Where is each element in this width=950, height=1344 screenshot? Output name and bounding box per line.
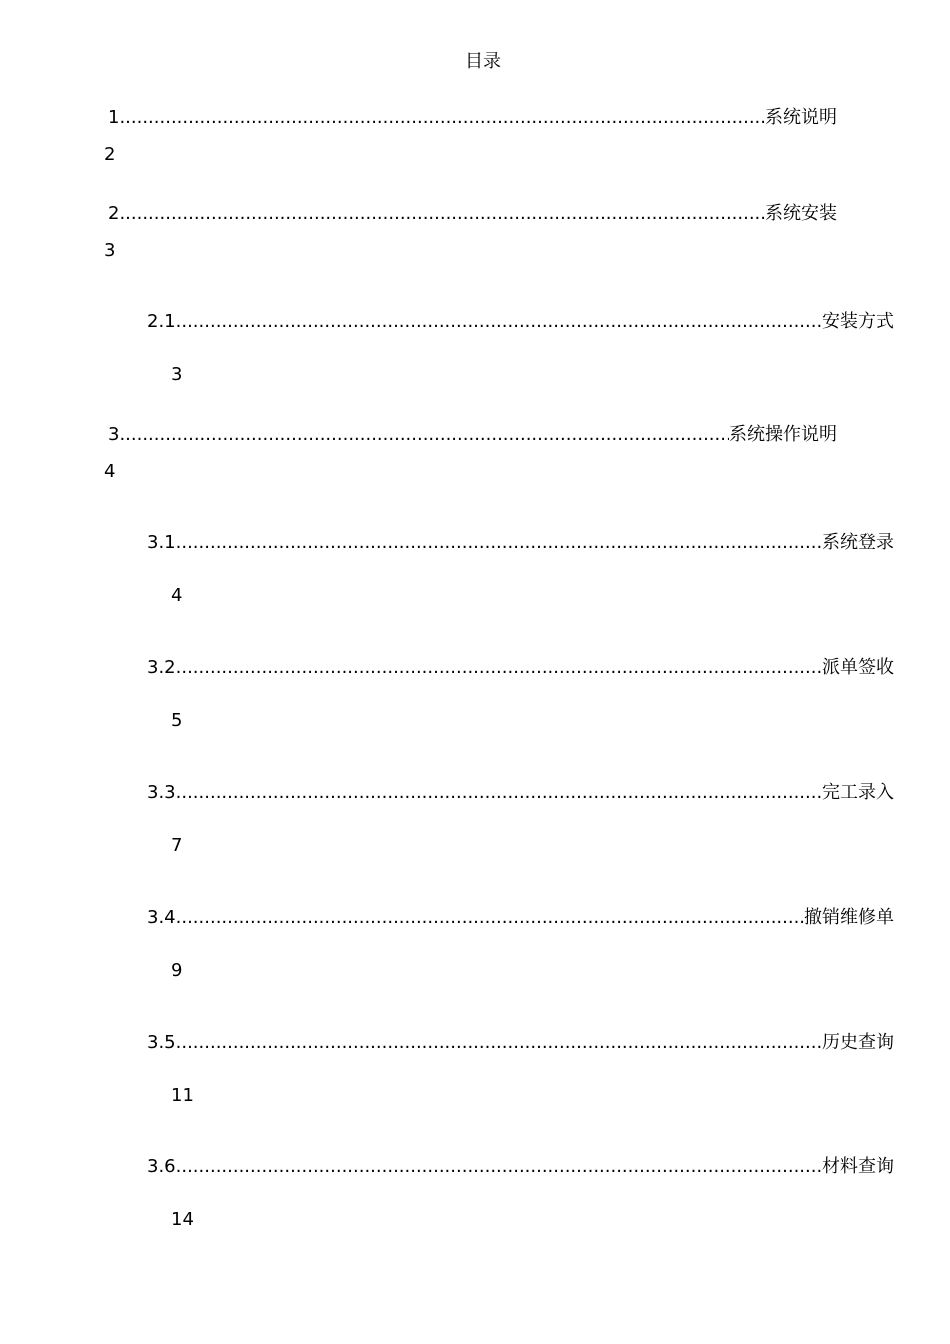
toc-leader-dots xyxy=(176,531,822,555)
toc-leader-dots xyxy=(119,106,765,130)
toc-entry-number: 2.1 xyxy=(147,311,176,332)
toc-entry-3-6[interactable] xyxy=(147,1155,894,1179)
toc-entry-3-5[interactable] xyxy=(147,1031,894,1055)
toc-leader-dots xyxy=(176,656,822,680)
toc-entry-label: 安装方式 xyxy=(822,311,894,332)
toc-entry-label: 系统操作说明 xyxy=(729,424,837,445)
toc-leader-dots xyxy=(176,906,804,930)
toc-entry-number: 2 xyxy=(108,203,120,224)
toc-entry-label: 材料查询 xyxy=(822,1156,894,1177)
toc-entry-3-1[interactable] xyxy=(147,531,894,555)
toc-entry-number: 3.3 xyxy=(147,782,176,803)
toc-entry-page: 4 xyxy=(171,585,183,606)
toc-entry-3-3[interactable] xyxy=(147,781,894,805)
toc-entry-number: 3 xyxy=(108,424,120,445)
toc-title: 目录 xyxy=(465,51,501,72)
toc-entry-page: 9 xyxy=(171,960,183,981)
toc-entry-label: 系统安装 xyxy=(765,203,837,224)
toc-leader-dots xyxy=(176,310,822,334)
toc-entry-label: 历史查询 xyxy=(822,1032,894,1053)
toc-entry-number: 1 xyxy=(108,107,120,128)
toc-entry-page: 14 xyxy=(171,1209,194,1230)
toc-entry-page: 3 xyxy=(171,364,183,385)
toc-entry-1[interactable] xyxy=(108,106,837,130)
toc-entry-3[interactable] xyxy=(108,423,837,447)
toc-entry-number: 3.2 xyxy=(147,657,176,678)
toc-entry-number: 3.4 xyxy=(147,907,176,928)
toc-entry-2-1[interactable] xyxy=(147,310,894,334)
toc-entry-number: 3.5 xyxy=(147,1032,176,1053)
toc-leader-dots xyxy=(176,1155,822,1179)
toc-entry-label: 系统登录 xyxy=(822,532,894,553)
toc-entry-label: 撤销维修单 xyxy=(804,907,894,928)
toc-entry-page: 7 xyxy=(171,835,183,856)
toc-entry-page: 11 xyxy=(171,1085,194,1106)
toc-entry-3-4[interactable] xyxy=(147,906,894,930)
toc-leader-dots xyxy=(176,1031,822,1055)
toc-leader-dots xyxy=(119,423,729,447)
toc-leader-dots xyxy=(176,781,822,805)
toc-entry-label: 系统说明 xyxy=(765,107,837,128)
toc-entry-3-2[interactable] xyxy=(147,656,894,680)
toc-entry-page: 3 xyxy=(104,240,116,261)
toc-entry-number: 3.1 xyxy=(147,532,176,553)
toc-entry-label: 派单签收 xyxy=(822,657,894,678)
toc-leader-dots xyxy=(119,202,765,226)
toc-entry-label: 完工录入 xyxy=(822,782,894,803)
toc-entry-number: 3.6 xyxy=(147,1156,176,1177)
toc-entry-page: 4 xyxy=(104,461,116,482)
toc-entry-page: 2 xyxy=(104,144,116,165)
toc-entry-2[interactable] xyxy=(108,202,837,226)
toc-entry-page: 5 xyxy=(171,710,183,731)
